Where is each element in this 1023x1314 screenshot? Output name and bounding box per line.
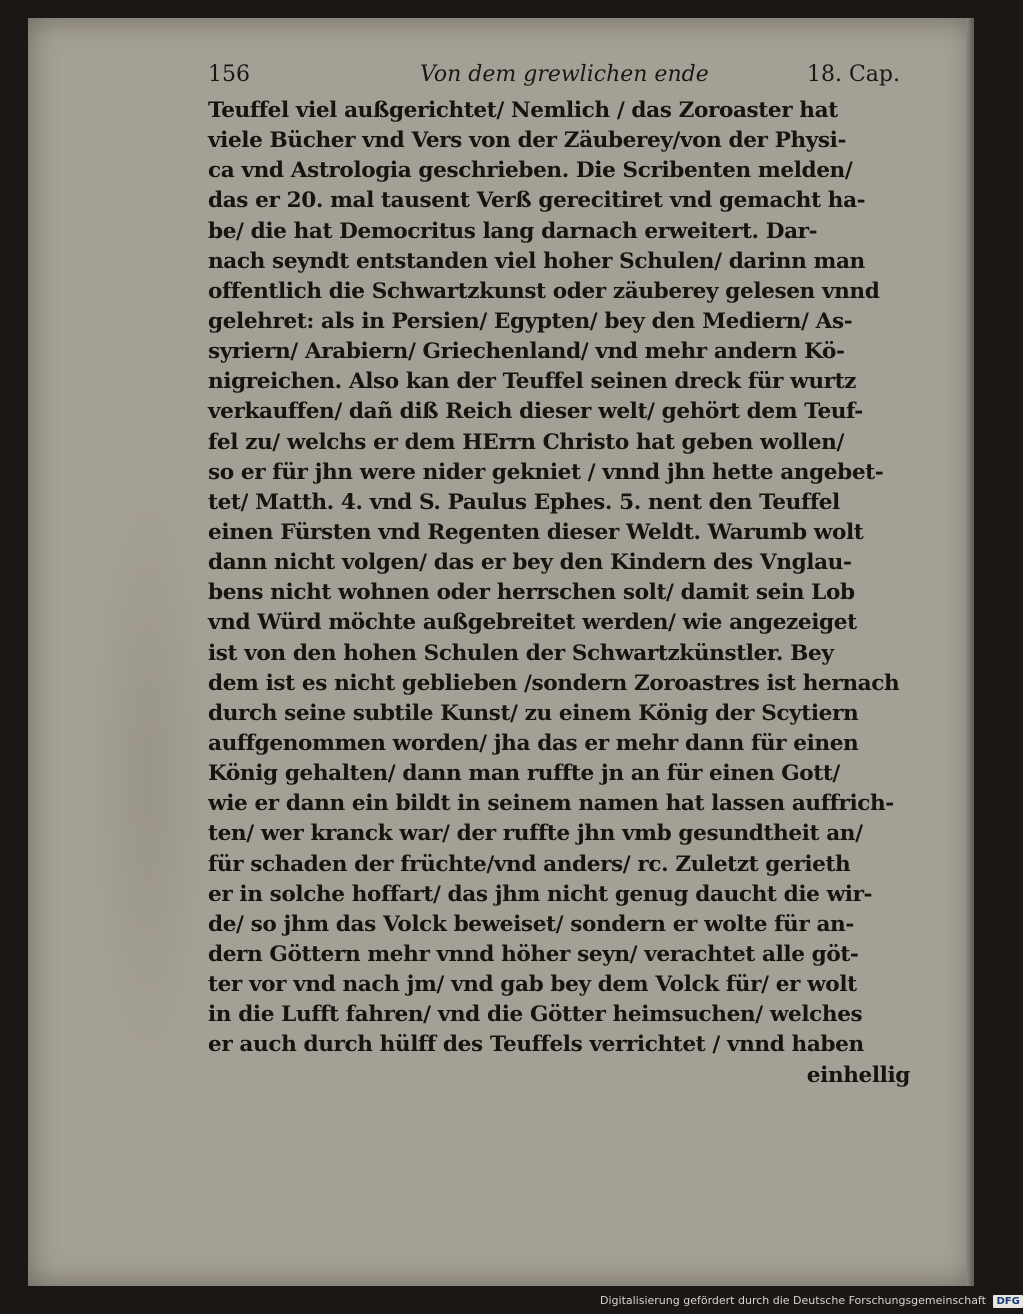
text-line: syriern/ Arabiern/ Griechenland/ vnd mehr andern Kö- (208, 339, 845, 365)
catchword: einhellig (806, 1062, 910, 1088)
text-line: ter vor vnd nach jm/ vnd gab bey dem Volck für/ er wolt (208, 972, 857, 998)
dfg-logo: DFG (993, 1295, 1022, 1308)
text-line: offentlich die Schwartzkunst oder zäuberey gelesen vnnd (208, 278, 880, 304)
text-line: viele Bücher vnd Vers von der Zäuberey/von der Physi- (208, 128, 847, 154)
text-line: de/ so jhm das Volck beweiset/ sondern er wolte für an- (208, 911, 854, 937)
digitization-credit (600, 1292, 1020, 1310)
page-bleed-through (88, 468, 208, 1088)
text-line: wie er dann ein bildt in seinem namen hat lassen auffrich- (208, 791, 894, 817)
text-line: nach seyndt entstanden viel hoher Schulen/ darinn man (208, 248, 865, 274)
text-line: fel zu/ welchs er dem HErrn Christo hat geben wollen/ (208, 429, 844, 455)
text-line: er auch durch hülff des Teuffels verrichtet / vnnd haben (208, 1032, 864, 1058)
text-line: ca vnd Astrologia geschrieben. Die Scribenten melden/ (208, 158, 853, 184)
text-line: auffgenommen worden/ jha das er mehr dann für einen (208, 730, 859, 756)
text-line: in die Lufft fahren/ vnd die Götter heimsuchen/ welches (208, 1002, 863, 1028)
text-line: ist von den hohen Schulen der Schwartzkünstler. Bey (208, 640, 834, 666)
text-line: gelehret: als in Persien/ Egypten/ bey den Mediern/ As- (208, 308, 853, 334)
text-line: be/ die hat Democritus lang darnach erweitert. Dar- (208, 218, 818, 244)
chapter-label: 18. Cap. (806, 62, 900, 87)
text-line: für schaden der früchte/vnd anders/ rc. Zuletzt gerieth (208, 851, 851, 877)
text-line: verkauffen/ dañ diß Reich dieser welt/ gehört dem Teuf- (208, 399, 863, 425)
text-line: dann nicht volgen/ das er bey den Kindern des Vnglau- (208, 550, 852, 576)
text-line: das er 20. mal tausent Verß gerecitiret vnd gemacht ha- (208, 188, 866, 214)
running-title: Von dem grewlichen ende (420, 62, 709, 87)
text-line: vnd Würd möchte außgebreitet werden/ wie angezeiget (208, 610, 857, 636)
page-edge (966, 18, 974, 1286)
text-line: einen Fürsten vnd Regenten dieser Weldt. Warumb wolt (208, 519, 864, 545)
text-line: dem ist es nicht geblieben /sondern Zoroastres ist hernach (208, 670, 900, 696)
text-line: nigreichen. Also kan der Teuffel seinen dreck für wurtz (208, 369, 857, 395)
running-header (208, 62, 908, 92)
text-line: ten/ wer kranck war/ der ruffte jhn vmb gesundtheit an/ (208, 821, 863, 847)
text-line: bens nicht wohnen oder herrschen solt/ damit sein Lob (208, 580, 855, 606)
text-line: so er für jhn were nider gekniet / vnnd jhn hette angebet- (208, 459, 884, 485)
text-line: Teuffel viel außgerichtet/ Nemlich / das Zoroaster hat (208, 98, 838, 123)
text-line: durch seine subtile Kunst/ zu einem König der Scytiern (208, 700, 859, 726)
text-line: er in solche hoffart/ das jhm nicht genug daucht die wir- (208, 881, 873, 907)
text-line: dern Göttern mehr vnnd höher seyn/ verachtet alle göt- (208, 941, 859, 967)
text-line: tet/ Matth. 4. vnd S. Paulus Ephes. 5. nent den Teuffel (208, 489, 840, 515)
text-line: König gehalten/ dann man ruffte jn an für einen Gott/ (208, 761, 840, 787)
page-number: 156 (208, 62, 250, 87)
credit-text: Digitalisierung gefördert durch die Deutsche Forschungsgemeinschaft (600, 1294, 986, 1307)
body-text (208, 96, 910, 1091)
